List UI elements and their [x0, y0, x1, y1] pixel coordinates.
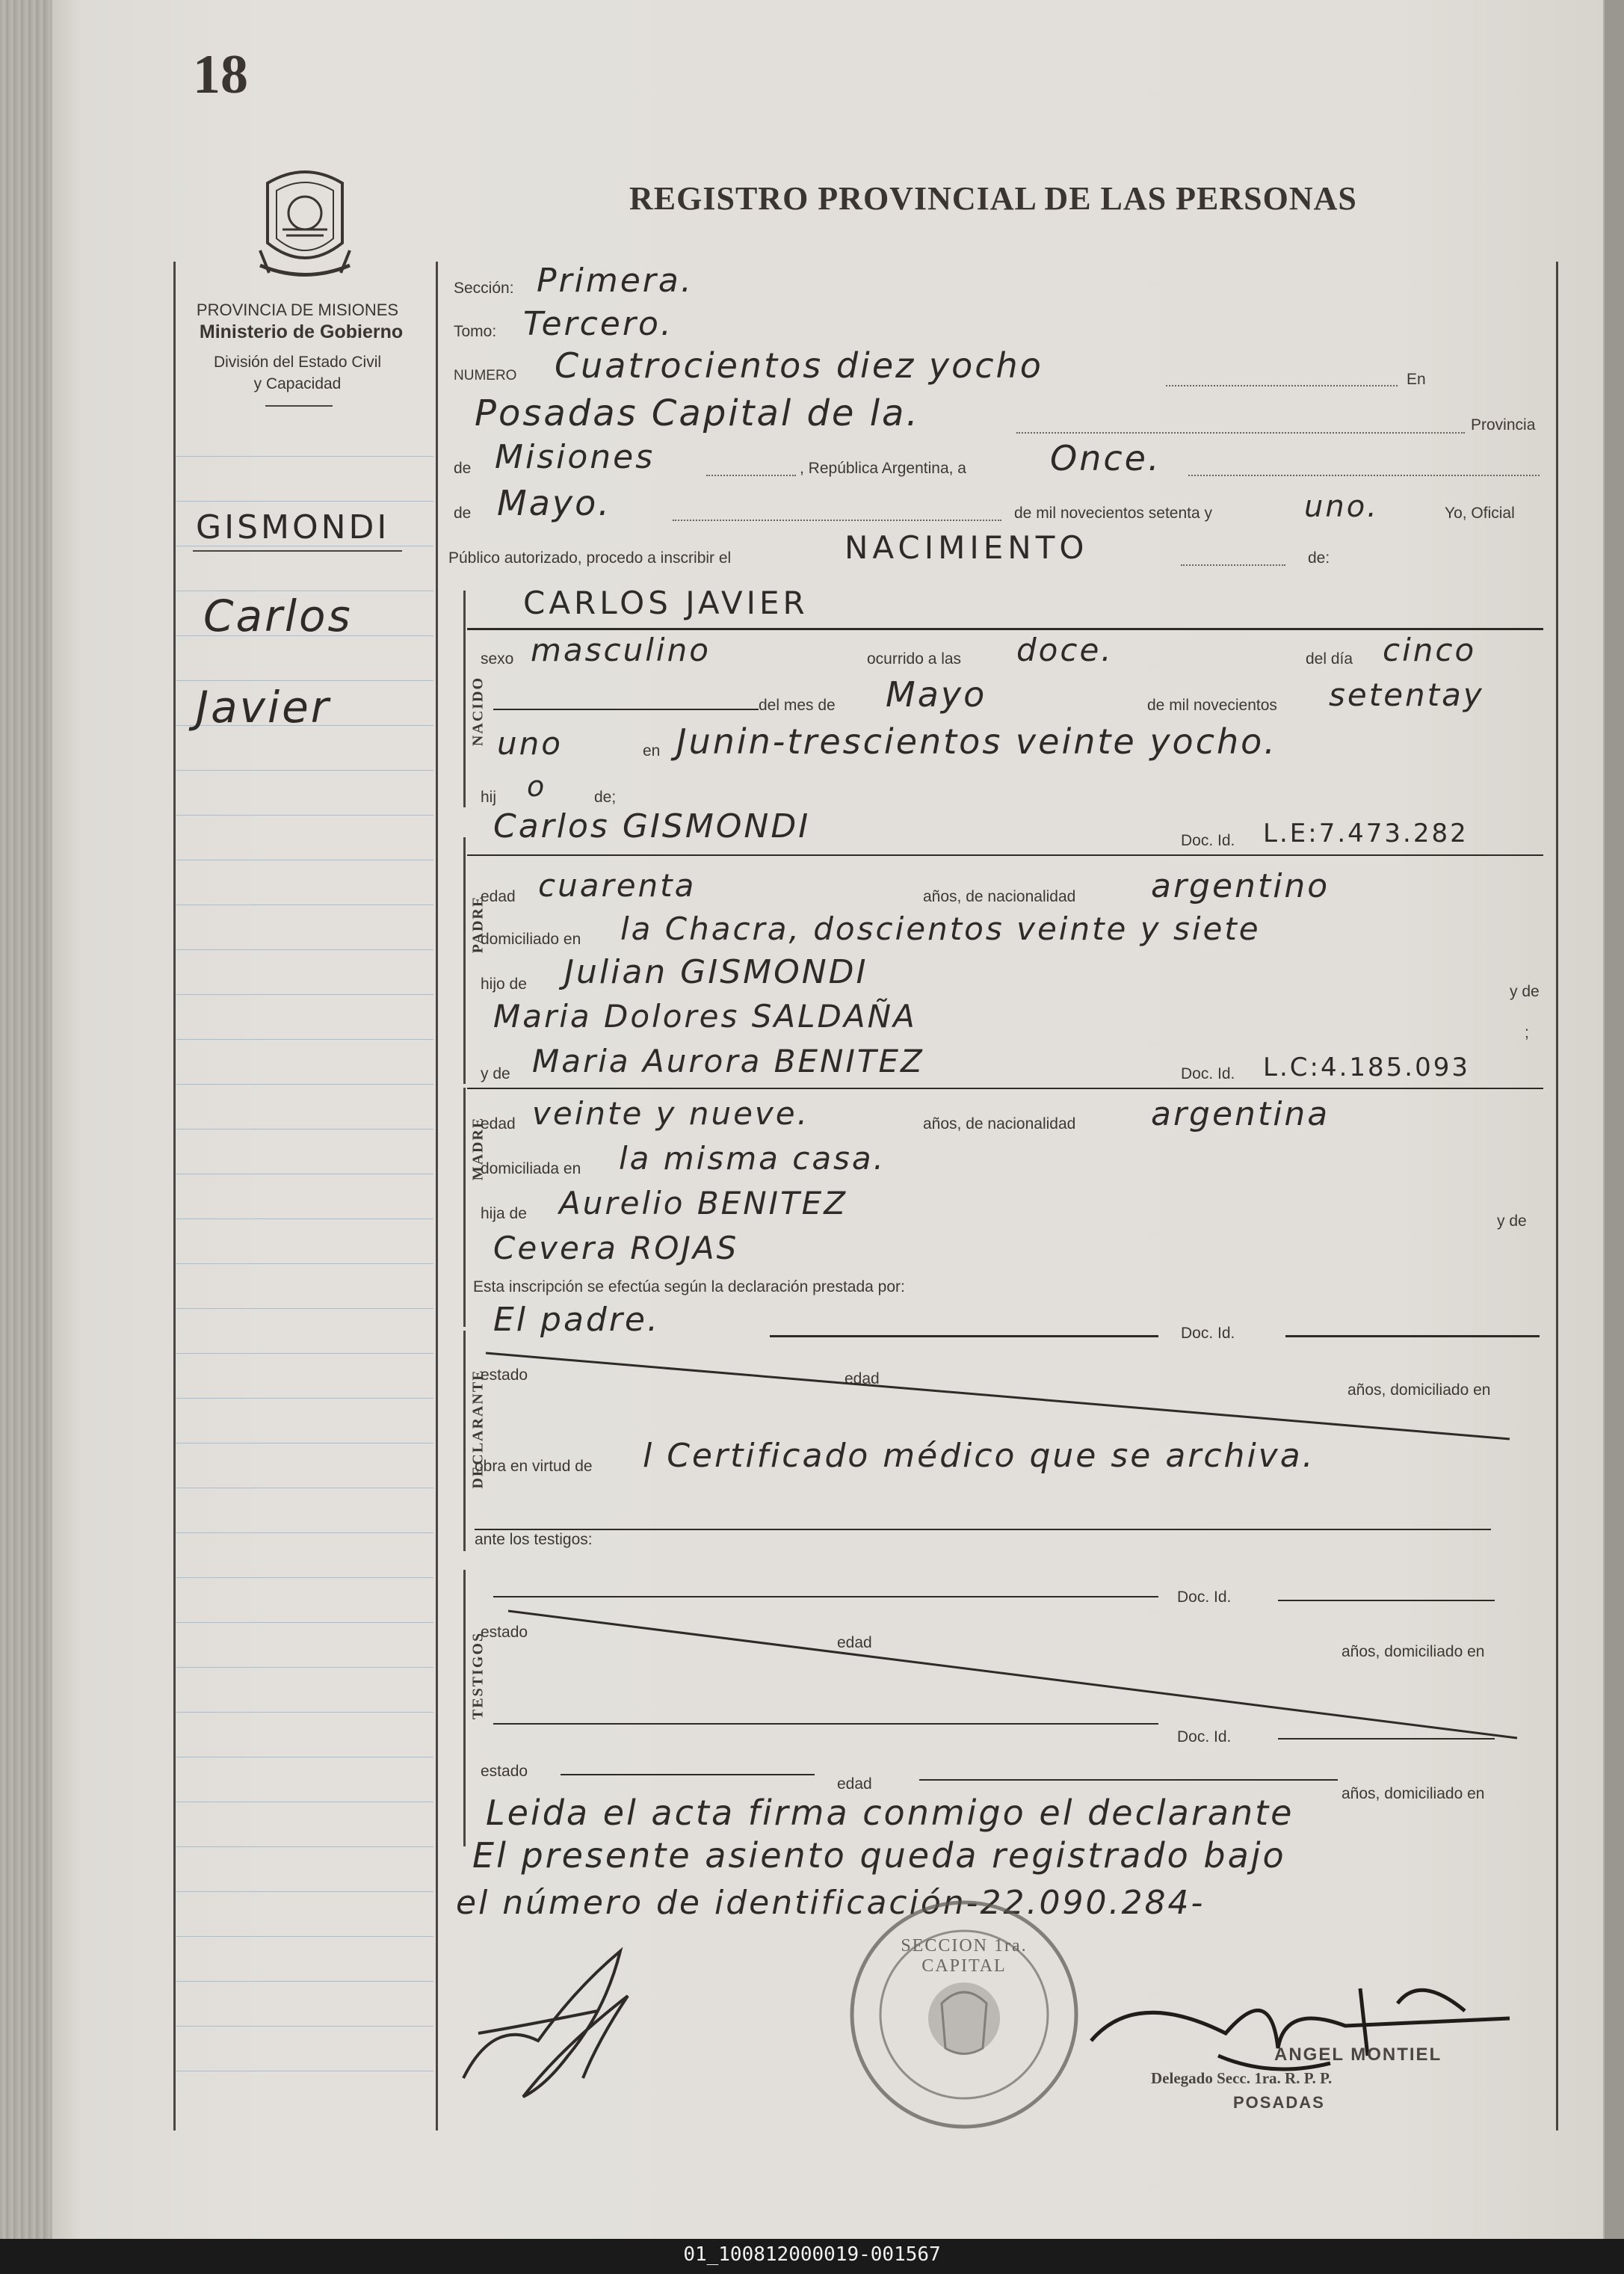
- label-estado3: estado: [481, 1763, 528, 1780]
- stamp-round-text: SECCION 1ra. CAPITAL: [901, 1936, 1028, 1976]
- label-y-de3: y de: [1497, 1213, 1527, 1230]
- ministry-line-2: Ministerio de Gobierno: [199, 321, 404, 342]
- value-anio-2: uno: [497, 725, 563, 762]
- label-y-de: y de: [1510, 983, 1540, 1000]
- ministry-line-4: y Capacidad: [253, 375, 342, 392]
- label-yo-oficial: Yo, Oficial: [1445, 505, 1515, 522]
- label-doc-id: Doc. Id.: [1181, 832, 1235, 849]
- label-domiciliado-en: domiciliado en: [481, 931, 581, 948]
- label-publico: Público autorizado, procedo a inscribir el: [448, 549, 732, 567]
- value-domicilio-nacido: Junin-trescientos veinte yocho.: [676, 721, 1277, 762]
- label-esta-inscripcion: Esta inscripción se efectúa según la declaración prestada por:: [473, 1278, 905, 1295]
- value-madre-doc: L.C:4.185.093: [1263, 1053, 1470, 1082]
- value-dia-acta: Once.: [1050, 438, 1161, 478]
- value-provincia: Misiones: [495, 438, 655, 476]
- value-madre-nac: argentina: [1151, 1095, 1330, 1133]
- declarant-signature: [448, 1929, 673, 2108]
- stamp-city: POSADAS: [1233, 2093, 1325, 2112]
- margin-name-1: Carlos: [203, 591, 353, 641]
- label-seccion: Sección:: [454, 280, 514, 297]
- dotline-numero: [1166, 385, 1398, 386]
- value-anio-acta: uno.: [1304, 490, 1379, 524]
- dotline-dia-acta: [1188, 475, 1540, 476]
- label-de-mil: de mil novecientos: [1147, 697, 1277, 714]
- value-acto: NACIMIENTO: [845, 529, 1089, 566]
- line-obra: [475, 1529, 1491, 1530]
- value-nombre: CARLOS JAVIER: [523, 585, 809, 621]
- footer-image-id: 01_100812000019-001567: [683, 2243, 941, 2266]
- label-ocurrido: ocurrido a las: [867, 650, 962, 668]
- side-label-padre: PADRE: [469, 895, 487, 954]
- closing-line-2: El presente asiento queda registrado bajo: [472, 1835, 1286, 1876]
- label-hij: hij: [481, 789, 497, 806]
- label-del-mes: del mes de: [759, 697, 836, 714]
- label-obra: obra en virtud de: [475, 1458, 593, 1475]
- label-doc-id3: Doc. Id.: [1181, 1325, 1235, 1342]
- right-border: [1556, 262, 1558, 2130]
- label-doc-id2: Doc. Id.: [1181, 1065, 1235, 1082]
- value-madre-dom: la misma casa.: [619, 1140, 886, 1177]
- nacido-bracket: [463, 591, 466, 807]
- value-padre-edad: cuarenta: [538, 867, 697, 904]
- line-testigo2-edad: [919, 1779, 1338, 1781]
- testigos-bracket: [463, 1570, 466, 1846]
- label-edad: edad: [481, 888, 516, 905]
- label-del-dia: del día: [1306, 650, 1353, 668]
- dotline-provincia: [706, 475, 796, 476]
- dotline-acto: [1181, 564, 1285, 566]
- label-edad2: edad: [481, 1115, 516, 1133]
- padre-bracket: [463, 837, 466, 1084]
- value-anio-1: setentay: [1329, 677, 1484, 713]
- value-declarante: El padre.: [493, 1301, 660, 1339]
- label-mil-novecientos: de mil novecientos setenta y: [1014, 505, 1212, 522]
- label-anos-nac2: años, de nacionalidad: [923, 1115, 1076, 1133]
- margin-surname-underline: [193, 550, 402, 552]
- declarante-strike: [471, 1346, 1547, 1443]
- stamp-role: Delegado Secc. 1ra. R. P. P.: [1151, 2069, 1333, 2087]
- label-anos-dom: años, domiciliado en: [1347, 1381, 1491, 1399]
- line-padre: [467, 854, 1543, 856]
- side-label-testigos: TESTIGOS: [469, 1631, 487, 1720]
- label-edad4: edad: [837, 1634, 872, 1651]
- side-label-declarante: DECLARANTE: [469, 1369, 487, 1489]
- label-anos-nac: años, de nacionalidad: [923, 888, 1076, 905]
- value-madre-madre: Cevera ROJAS: [493, 1230, 739, 1266]
- label-numero: NUMERO: [454, 368, 517, 383]
- value-seccion: Primera.: [537, 262, 694, 300]
- value-padre-madre: Maria Dolores SALDAÑA: [493, 998, 917, 1035]
- margin-divider: [436, 262, 438, 2130]
- label-y-de2: y de: [481, 1065, 510, 1082]
- label-hija-de: hija de: [481, 1205, 527, 1222]
- value-madre-edad: veinte y nueve.: [532, 1095, 809, 1132]
- line-testigo2-name: [493, 1723, 1158, 1725]
- label-de3: de:: [1308, 549, 1330, 567]
- closing-line-3: el número de identificación-22.090.284-: [456, 1884, 1205, 1922]
- label-republica: , República Argentina, a: [800, 460, 966, 477]
- label-estado: estado: [481, 1366, 528, 1384]
- label-provincia: Provincia: [1471, 416, 1536, 434]
- value-hora: doce.: [1016, 632, 1114, 668]
- stamp-signer: ANGEL MONTIEL: [1274, 2045, 1442, 2065]
- value-lugar: Posadas Capital de la.: [475, 392, 920, 434]
- side-label-nacido: NACIDO: [469, 676, 487, 747]
- line-testigo1-doc: [1278, 1600, 1495, 1601]
- label-de: de: [454, 460, 472, 477]
- ministry-line-3: División del Estado Civil: [213, 354, 382, 371]
- line-declarante-name: [770, 1335, 1158, 1337]
- label-edad3: edad: [845, 1370, 880, 1387]
- value-numero: Cuatrocientos diez yocho: [555, 345, 1043, 386]
- madre-bracket: [463, 1088, 466, 1327]
- label-tomo: Tomo:: [454, 323, 497, 340]
- dotline-lugar: [1016, 432, 1465, 434]
- value-certificado: l Certificado médico que se archiva.: [643, 1437, 1315, 1475]
- value-padre-nac: argentino: [1151, 867, 1330, 905]
- ministry-divider: [265, 405, 333, 407]
- line-testigo2-estado: [561, 1774, 815, 1775]
- closing-line-1: Leida el acta firma conmigo el declarante: [486, 1793, 1294, 1833]
- book-edge: [0, 0, 52, 2243]
- label-en: En: [1407, 371, 1426, 388]
- value-padre-nombre: Carlos GISMONDI: [493, 807, 811, 845]
- margin-surname: GISMONDI: [196, 508, 390, 546]
- value-madre-nombre: Maria Aurora BENITEZ: [532, 1043, 924, 1079]
- value-madre-hija-de: Aurelio BENITEZ: [559, 1185, 847, 1221]
- label-semicolon: ;: [1525, 1024, 1529, 1041]
- value-dia: cinco: [1383, 632, 1477, 668]
- left-border: [173, 262, 176, 2130]
- label-edad5: edad: [837, 1775, 872, 1793]
- declarante-bracket: [463, 1331, 466, 1551]
- value-mes: Mayo: [886, 674, 987, 715]
- label-anos-dom2: años, domiciliado en: [1342, 1643, 1485, 1660]
- label-doc-id5: Doc. Id.: [1177, 1728, 1232, 1745]
- label-anos-dom3: años, domiciliado en: [1342, 1785, 1485, 1802]
- dotline-mes-acta: [673, 520, 1001, 521]
- line-testigo2-doc: [1278, 1738, 1495, 1740]
- provincial-seal-icon: [253, 161, 357, 288]
- page-title: REGISTRO PROVINCIAL DE LAS PERSONAS: [629, 180, 1357, 217]
- label-hijo-de: hijo de: [481, 976, 527, 993]
- footer-bar: [0, 2239, 1624, 2274]
- label-en2: en: [643, 742, 661, 759]
- line-declarante-doc: [1285, 1335, 1540, 1337]
- label-de4: de;: [594, 789, 617, 806]
- line-nombre: [467, 628, 1543, 630]
- label-ante-testigos: ante los testigos:: [475, 1531, 593, 1548]
- value-tomo: Tercero.: [523, 305, 673, 343]
- label-de2: de: [454, 505, 472, 522]
- label-doc-id4: Doc. Id.: [1177, 1589, 1232, 1606]
- blank-line-dia: [493, 709, 759, 710]
- value-padre-hijo-de: Julian GISMONDI: [564, 953, 868, 991]
- page-number: 18: [193, 44, 248, 105]
- value-mes-acta: Mayo.: [497, 483, 611, 523]
- label-sexo: sexo: [481, 650, 514, 668]
- side-label-madre: MADRE: [469, 1116, 487, 1181]
- margin-name-2: Javier: [196, 682, 331, 733]
- value-hijo: o: [527, 770, 547, 803]
- label-estado2: estado: [481, 1624, 528, 1641]
- line-testigo1-name: [493, 1596, 1158, 1597]
- ministry-line-1: PROVINCIA DE MISIONES: [196, 301, 399, 319]
- label-domiciliada-en: domiciliada en: [481, 1160, 581, 1177]
- value-sexo: masculino: [531, 632, 711, 668]
- value-padre-dom: la Chacra, doscientos veinte y siete: [620, 910, 1261, 947]
- line-madre: [467, 1088, 1543, 1089]
- value-padre-doc: L.E:7.473.282: [1263, 819, 1469, 848]
